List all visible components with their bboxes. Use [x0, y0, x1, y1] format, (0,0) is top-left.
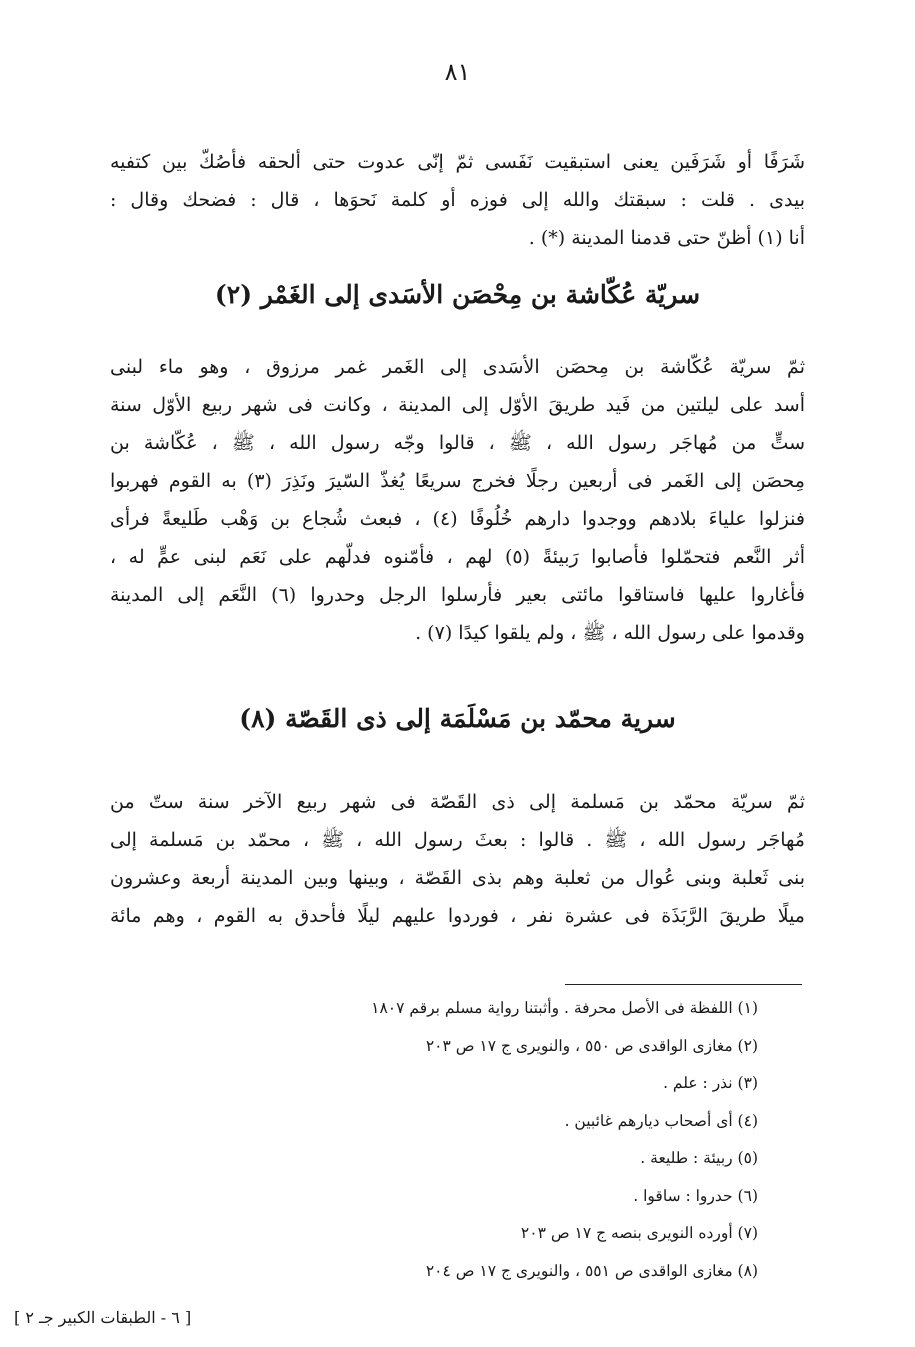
section-heading-muhammad-bin-maslama: سرية محمّد بن مَسْلَمَة إلى ذى القَصّة (٨)	[239, 704, 676, 733]
text-line: بيدى . قلت : سبقتك والله إلى فوزه أو كلمة نَحوَها ، قال : فضحك وقال :	[110, 189, 805, 211]
footnote-2: (٢) مغازى الواقدى ص ٥٥٠ ، والنويرى ج ١٧ ص ٢٠٣	[425, 1036, 758, 1055]
text-line: فأغاروا عليها فاستاقوا مائتى بعير فأرسلوا الرجل وحدروا (٦) النَّعَم إلى المدينة	[110, 584, 805, 606]
text-line: ستٍّ من مُهاجَر رسول الله ، ﷺ ، قالوا وجّه رسول الله ، ﷺ ، عُكّاشة بن	[110, 432, 805, 454]
paragraph-1	[110, 143, 805, 257]
text-line: ثمّ سريّة محمّد بن مَسلمة إلى ذى القَصّة فى شهر ربيع الآخر سنة ستّ من	[110, 791, 805, 813]
footnote-6: (٦) حدروا : ساقوا .	[633, 1186, 758, 1205]
footnote-5: (٥) ربيئة : طليعة .	[640, 1149, 758, 1167]
text-line: أنا (١) أظنّ حتى قدمنا المدينة (*) .	[528, 227, 805, 249]
text-line: أثر النَّعم فتحمّلوا فأصابوا رَبيئةً (٥) لهم ، فأمّنوه فدلّهم على نَعَم لبنى عمٍّ له ،	[110, 546, 805, 568]
running-footer: [ ٦ - الطبقات الكبير جـ ٢ ]	[14, 1308, 192, 1327]
section-heading-okkasha: سريّة عُكّاشة بن مِحْصَن الأسَدى إلى الغَمْر (٢)	[214, 280, 701, 309]
text-line: مِحصَن إلى الغَمر فى أربعين رجلًا فخرج سريعًا يُغذّ السّيرَ ونَذِرَ (٣) به القوم فهربوا	[110, 470, 805, 492]
text-line: بنى ثَعلبة وبنى عُوال من ثعلبة وهم بذى القَصّة ، وبينها وبين المدينة أربعة وعشرون	[110, 867, 805, 889]
text-line: ثمّ سريّة عُكّاشة بن مِحصَن الأسَدى إلى الغَمر غمر مرزوق ، وهو ماء لبنى	[110, 356, 805, 378]
footnotes	[110, 990, 758, 1290]
footnote-separator	[565, 984, 802, 985]
text-line: شَرَفًا أو شَرَفَين يعنى استبقيت نَفَسى ثمّ إنّى عدوت حتى ألحقه فأصُكّ بين كتفيه	[110, 151, 805, 173]
footnote-4: (٤) أى أصحاب ديارهم غائبين .	[564, 1111, 758, 1130]
text-line: ميلًا طريقَ الرَّبَذَة فى عشرة نفر ، فوردوا عليهم ليلًا فأحدق به القوم ، وهم مائة	[110, 905, 805, 927]
footnote-1: (١) اللفظة فى الأصل محرفة . وأثبتنا رواية مسلم برقم ١٨٠٧	[371, 999, 758, 1017]
footnote-8: (٨) مغازى الواقدى ص ٥٥١ ، والنويرى ج ١٧ ص ٢٠٤	[425, 1261, 758, 1280]
text-line: أسد على ليلتين من فَيد طريقَ الأوّل إلى المدينة ، وكانت فى شهر ربيع الأوّل سنة	[110, 394, 805, 416]
page-number: ٨١	[444, 58, 471, 86]
paragraph-2	[110, 348, 805, 652]
footnote-7: (٧) أورده النويرى بنصه ج ١٧ ص ٢٠٣	[520, 1224, 758, 1242]
footnote-3: (٣) نذر : علم .	[663, 1074, 758, 1092]
paragraph-3	[110, 783, 805, 935]
text-line: وقدموا على رسول الله ، ﷺ ، ولم يلقوا كيدًا (٧) .	[415, 622, 805, 644]
text-line: فنزلوا علياءَ بلادهم ووجدوا دارهم خُلُوفًا (٤) ، فبعث شُجاع بن وَهْب طَليعةً فرأى	[110, 508, 805, 530]
text-line: مُهاجَر رسول الله ، ﷺ . قالوا : بعثَ رسول الله ، ﷺ ، محمّد بن مَسلمة إلى	[110, 829, 805, 851]
